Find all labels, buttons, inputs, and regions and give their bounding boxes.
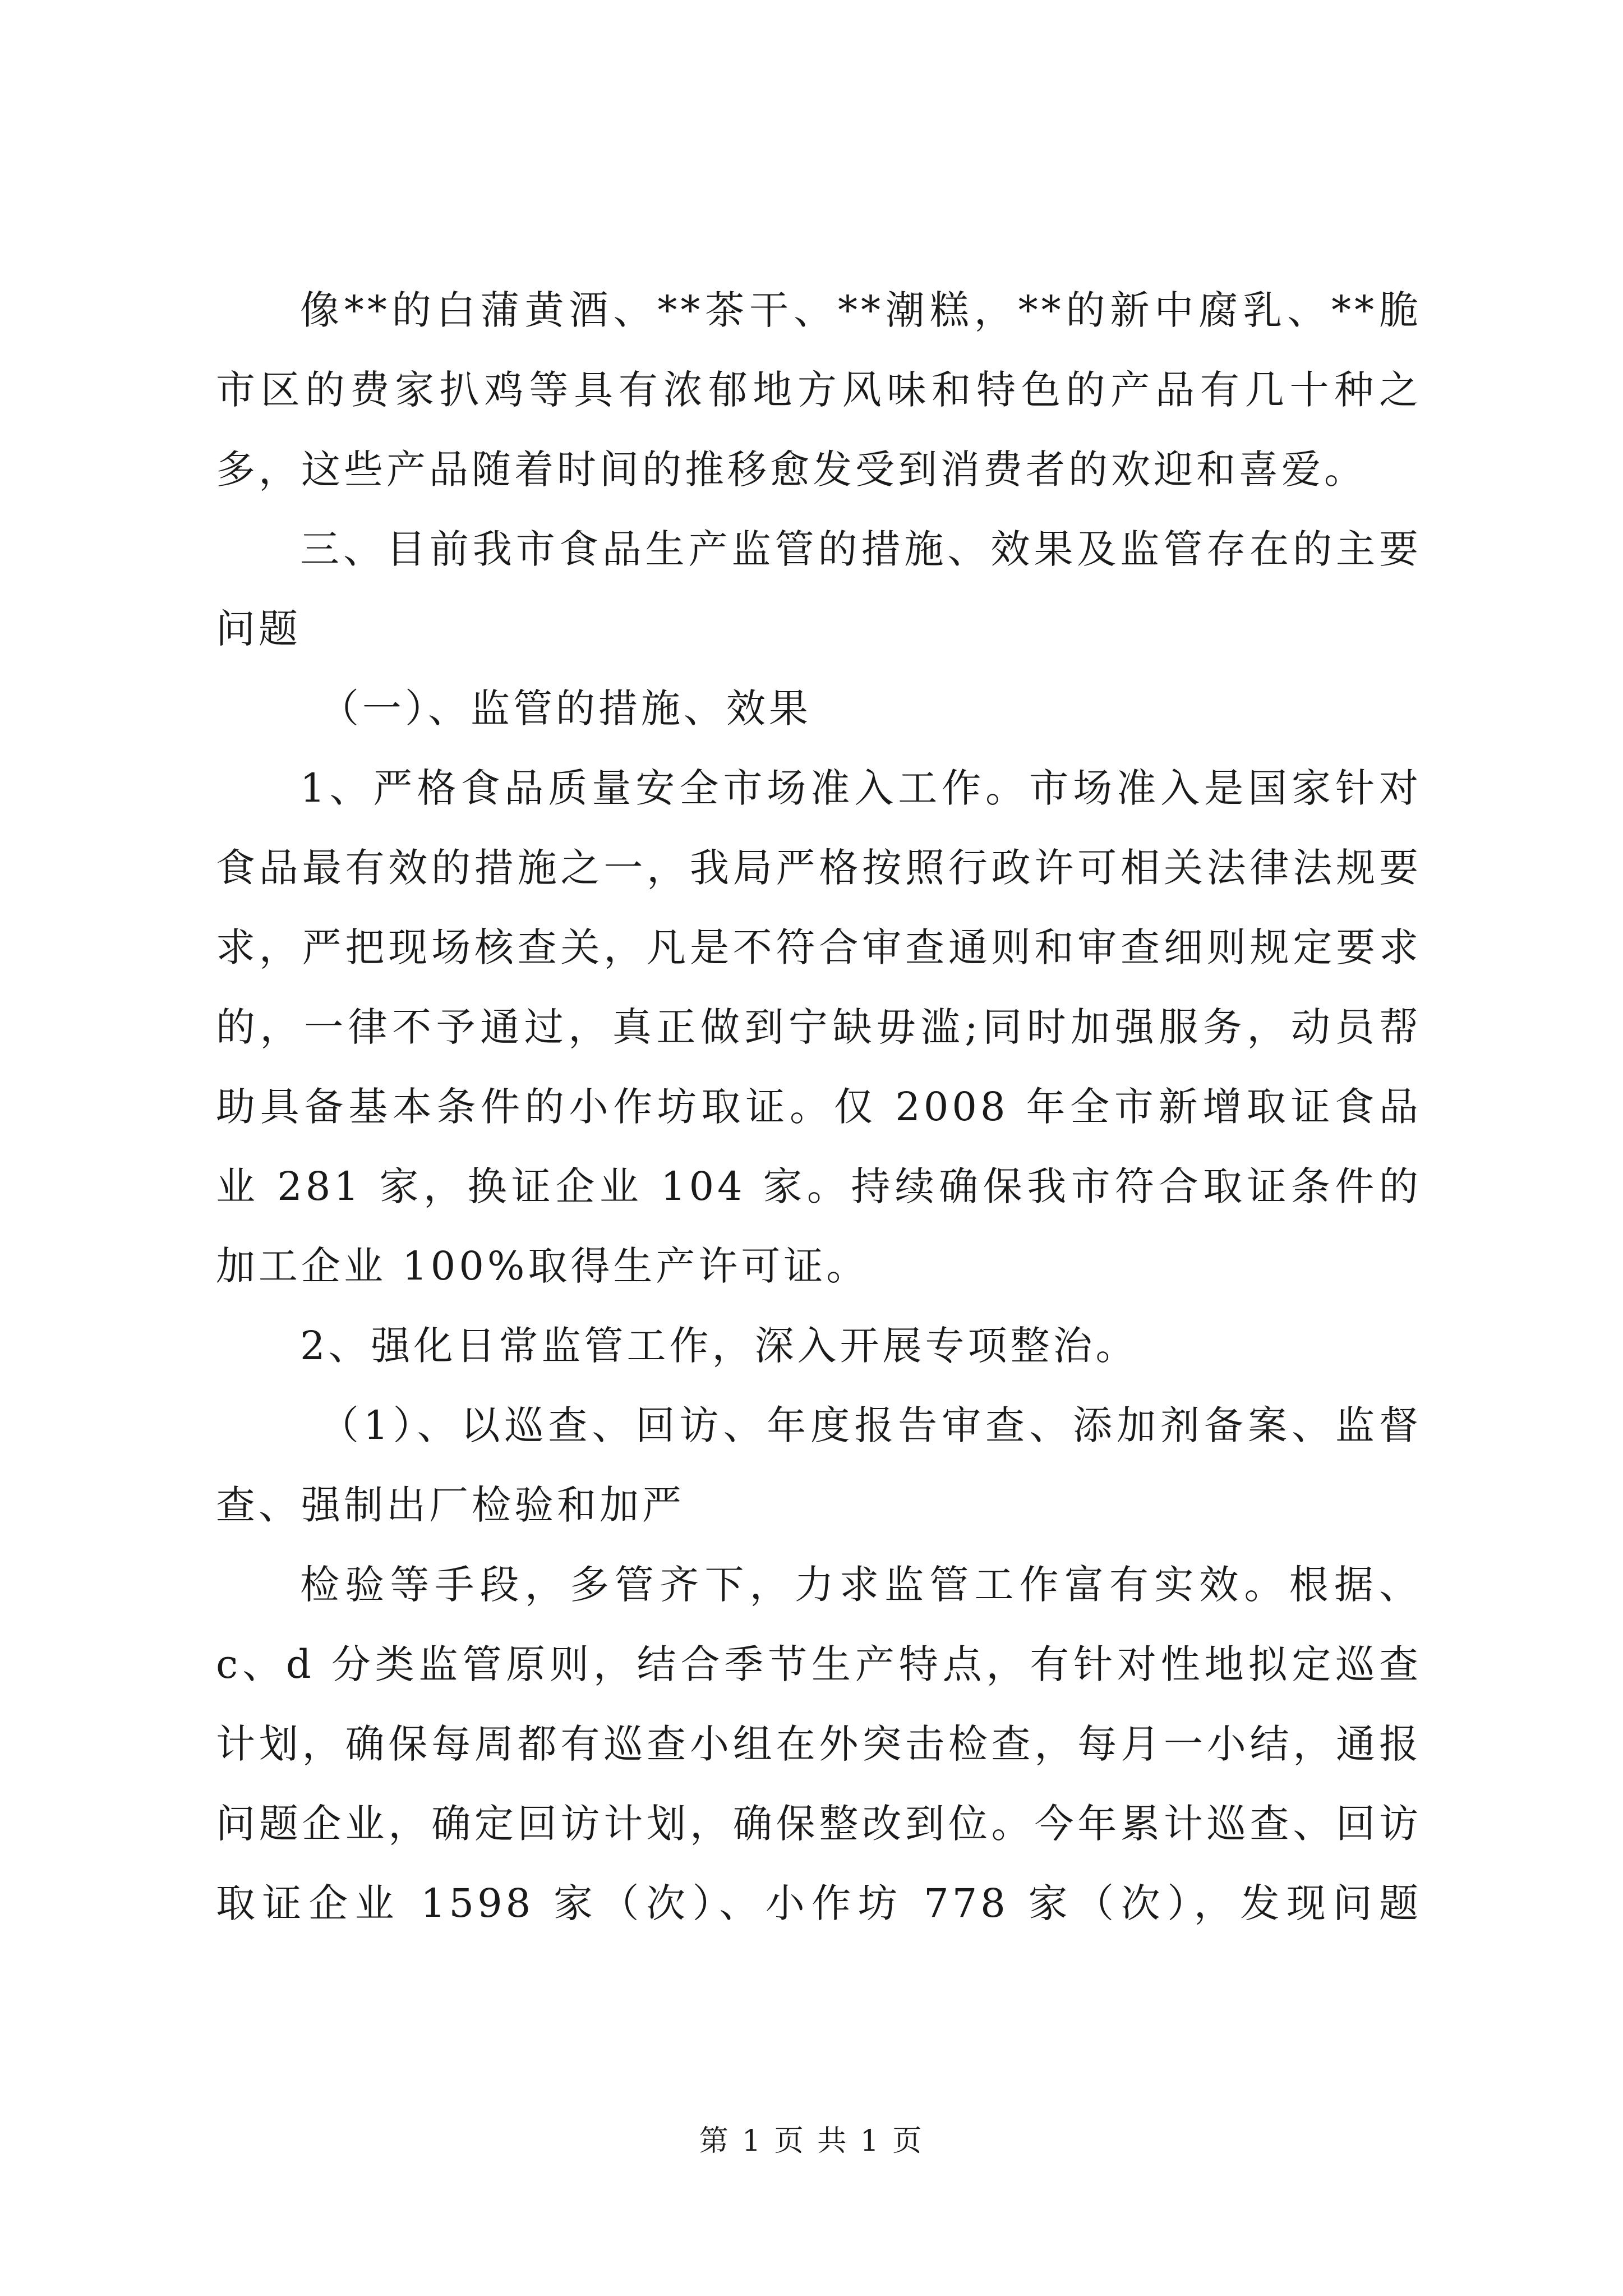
paragraph-line: c、d 分类监管原则，结合季节生产特点，有针对性地拟定巡查 [216, 1641, 1422, 1687]
page-footer: 第 1 页 共 1 页 [699, 2124, 924, 2158]
paragraph-line: 求，严把现场核查关，凡是不符合审查通则和审查细则规定要求 [216, 924, 1422, 970]
paragraph-line: 2、强化日常监管工作，深入开展专项整治。 [300, 1323, 1138, 1369]
section-heading-line: 问题 [216, 606, 301, 652]
section-heading-line: 三、目前我市食品生产监管的措施、效果及监管存在的主要 [300, 526, 1422, 572]
paragraph-line: 的，一律不予通过，真正做到宁缺毋滥;同时加强服务，动员帮 [216, 1004, 1422, 1050]
paragraph-line: 问题企业，确定回访计划，确保整改到位。今年累计巡查、回访 [216, 1801, 1422, 1847]
paragraph-line: 取证企业 1598 家（次）、小作坊 778 家（次），发现问题 [216, 1880, 1422, 1926]
paragraph-line: 助具备基本条件的小作坊取证。仅 2008 年全市新增取证食品 [216, 1084, 1422, 1130]
paragraph-line: 1、严格食品质量安全市场准入工作。市场准入是国家针对 [300, 765, 1422, 811]
paragraph-line: 计划，确保每周都有巡查小组在外突击检查，每月一小结，通报 [216, 1721, 1422, 1767]
paragraph-line: （1）、以巡查、回访、年度报告审查、添加剂备案、监督 [320, 1402, 1422, 1448]
paragraph-line: 检验等手段，多管齐下，力求监管工作富有实效。根据、 [300, 1562, 1422, 1608]
paragraph-line: 业 281 家，换证企业 104 家。持续确保我市符合取证条件的 [216, 1163, 1422, 1209]
paragraph-line: 食品最有效的措施之一，我局严格按照行政许可相关法律法规要 [216, 845, 1422, 891]
paragraph-line: 加工企业 100%取得生产许可证。 [216, 1243, 869, 1289]
paragraph-line: 查、强制出厂检验和加严 [216, 1482, 685, 1528]
paragraph-line: 像**的白蒲黄酒、**茶干、**潮糕，**的新中腐乳、**脆 [300, 287, 1422, 333]
subsection-heading: （一）、监管的措施、效果 [320, 685, 811, 731]
paragraph-line: 多，这些产品随着时间的推移愈发受到消费者的欢迎和喜爱。 [216, 447, 1367, 493]
paragraph-line: 市区的费家扒鸡等具有浓郁地方风味和特色的产品有几十种之 [216, 367, 1422, 413]
document-body [216, 270, 1422, 1943]
